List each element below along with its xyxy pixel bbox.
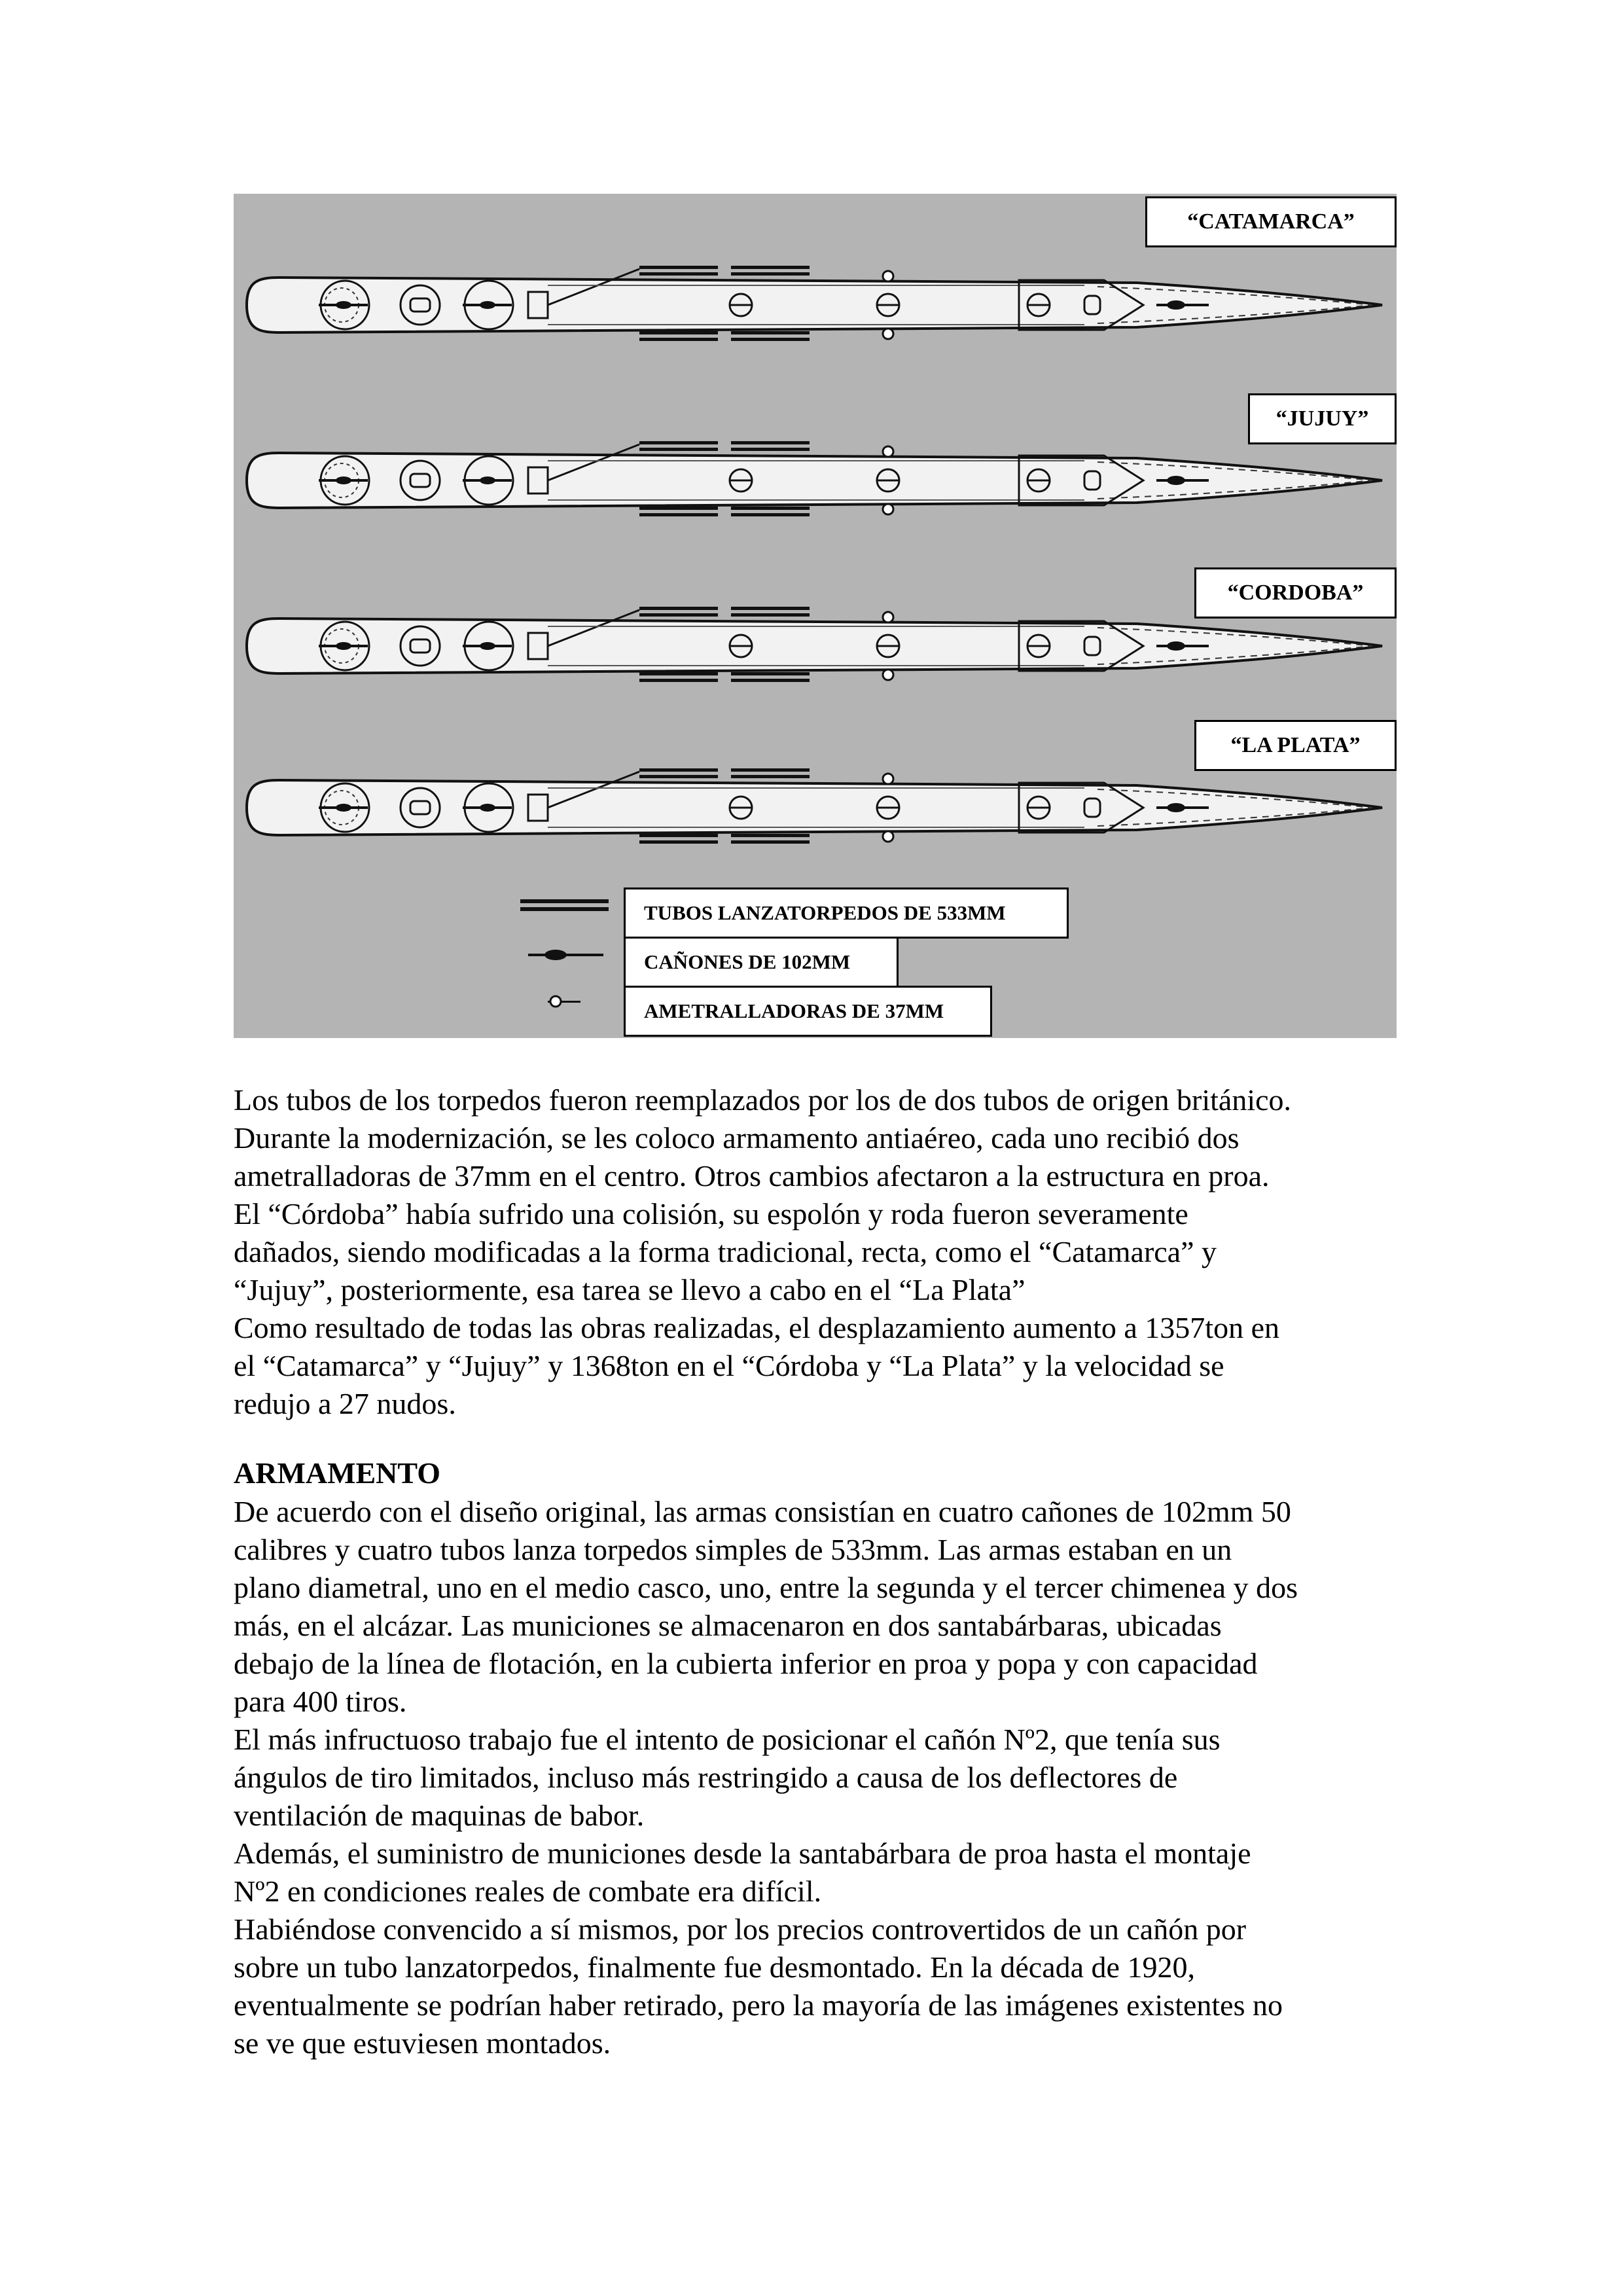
text-line: Durante la modernización, se les coloco armamento antiaéreo, cada uno recibió dos [234,1121,1240,1155]
text-line: Además, el suministro de municiones desde la santabárbara de proa hasta el montaje [234,1837,1251,1870]
legend-torpedo-tube-symbol [520,899,609,911]
text-line: Como resultado de todas las obras realizadas, el desplazamiento aumento a 1357ton en [234,1311,1280,1344]
ship-la-plata [247,768,1382,844]
text-line: ametralladoras de 37mm en el centro. Otros cambios afectaron a la estructura en proa. [234,1159,1270,1193]
text-line: calibres y cuatro tubos lanza torpedos simples de 533mm. Las armas estaban en un [234,1533,1232,1566]
text-line: para 400 tiros. [234,1685,407,1718]
text-line: dañados, siendo modificadas a la forma tradicional, recta, como el “Catamarca” y [234,1235,1217,1268]
text-line: eventualmente se podrían haber retirado, pero la mayoría de las imágenes existentes no [234,1988,1283,2022]
label-la-plata: “LA PLATA” [1194,720,1397,771]
label-cordoba: “CORDOBA” [1194,567,1397,619]
text-line: El “Córdoba” había sufrido una colisión, su espolón y roda fueron severamente [234,1197,1188,1230]
label-catamarca: “CATAMARCA” [1145,196,1397,247]
modernization-paragraph [234,1081,1412,1423]
text-line: ángulos de tiro limitados, incluso más restringido a causa de los deflectores de [234,1761,1178,1794]
legend-torpedo-tubes: TUBOS LANZATORPEDOS DE 533MM [624,888,1069,939]
text-line: redujo a 27 nudos. [234,1387,456,1420]
text-line: Nº2 en condiciones reales de combate era difícil. [234,1874,822,1908]
legend-machine-guns: AMETRALLADORAS DE 37MM [624,986,992,1037]
text-line: Los tubos de los torpedos fueron reemplazados por los de dos tubos de origen británico. [234,1083,1292,1117]
ship-jujuy [247,441,1382,516]
text-line: Habiéndose convencido a sí mismos, por los precios controvertidos de un cañón por [234,1912,1247,1946]
text-line: De acuerdo con el diseño original, las armas consistían en cuatro cañones de 102mm 50 [234,1495,1291,1528]
text-line: “Jujuy”, posteriormente, esa tarea se llevo a cabo en el “La Plata” [234,1273,1026,1306]
legend-guns: CAÑONES DE 102MM [624,937,899,988]
text-line: se ve que estuviesen montados. [234,2026,611,2060]
text-line: plano diametral, uno en el medio casco, uno, entre la segunda y el tercer chimenea y dos [234,1571,1298,1604]
legend-machine-gun-symbol [548,996,580,1007]
text-line: el “Catamarca” y “Jujuy” y 1368ton en el “Córdoba y “La Plata” y la velocidad se [234,1349,1224,1382]
section-heading-armamento: ARMAMENTO [234,1456,441,1490]
text-line: El más infructuoso trabajo fue el intento de posicionar el cañón Nº2, que tenía sus [234,1723,1221,1756]
text-line: debajo de la línea de flotación, en la cubierta inferior en proa y popa y con capacidad [234,1647,1258,1680]
legend-symbols [515,888,613,1012]
ship-catamarca [247,266,1382,341]
armament-paragraph [234,1493,1412,2062]
text-line: ventilación de maquinas de babor. [234,1799,645,1832]
label-jujuy: “JUJUY” [1248,393,1397,444]
text-line: sobre un tubo lanzatorpedos, finalmente fue desmontado. En la década de 1920, [234,1950,1195,1984]
ship-plans-figure [234,194,1397,1038]
legend-gun-symbol [528,950,603,960]
text-line: más, en el alcázar. Las municiones se almacenaron en dos santabárbaras, ubicadas [234,1609,1222,1642]
